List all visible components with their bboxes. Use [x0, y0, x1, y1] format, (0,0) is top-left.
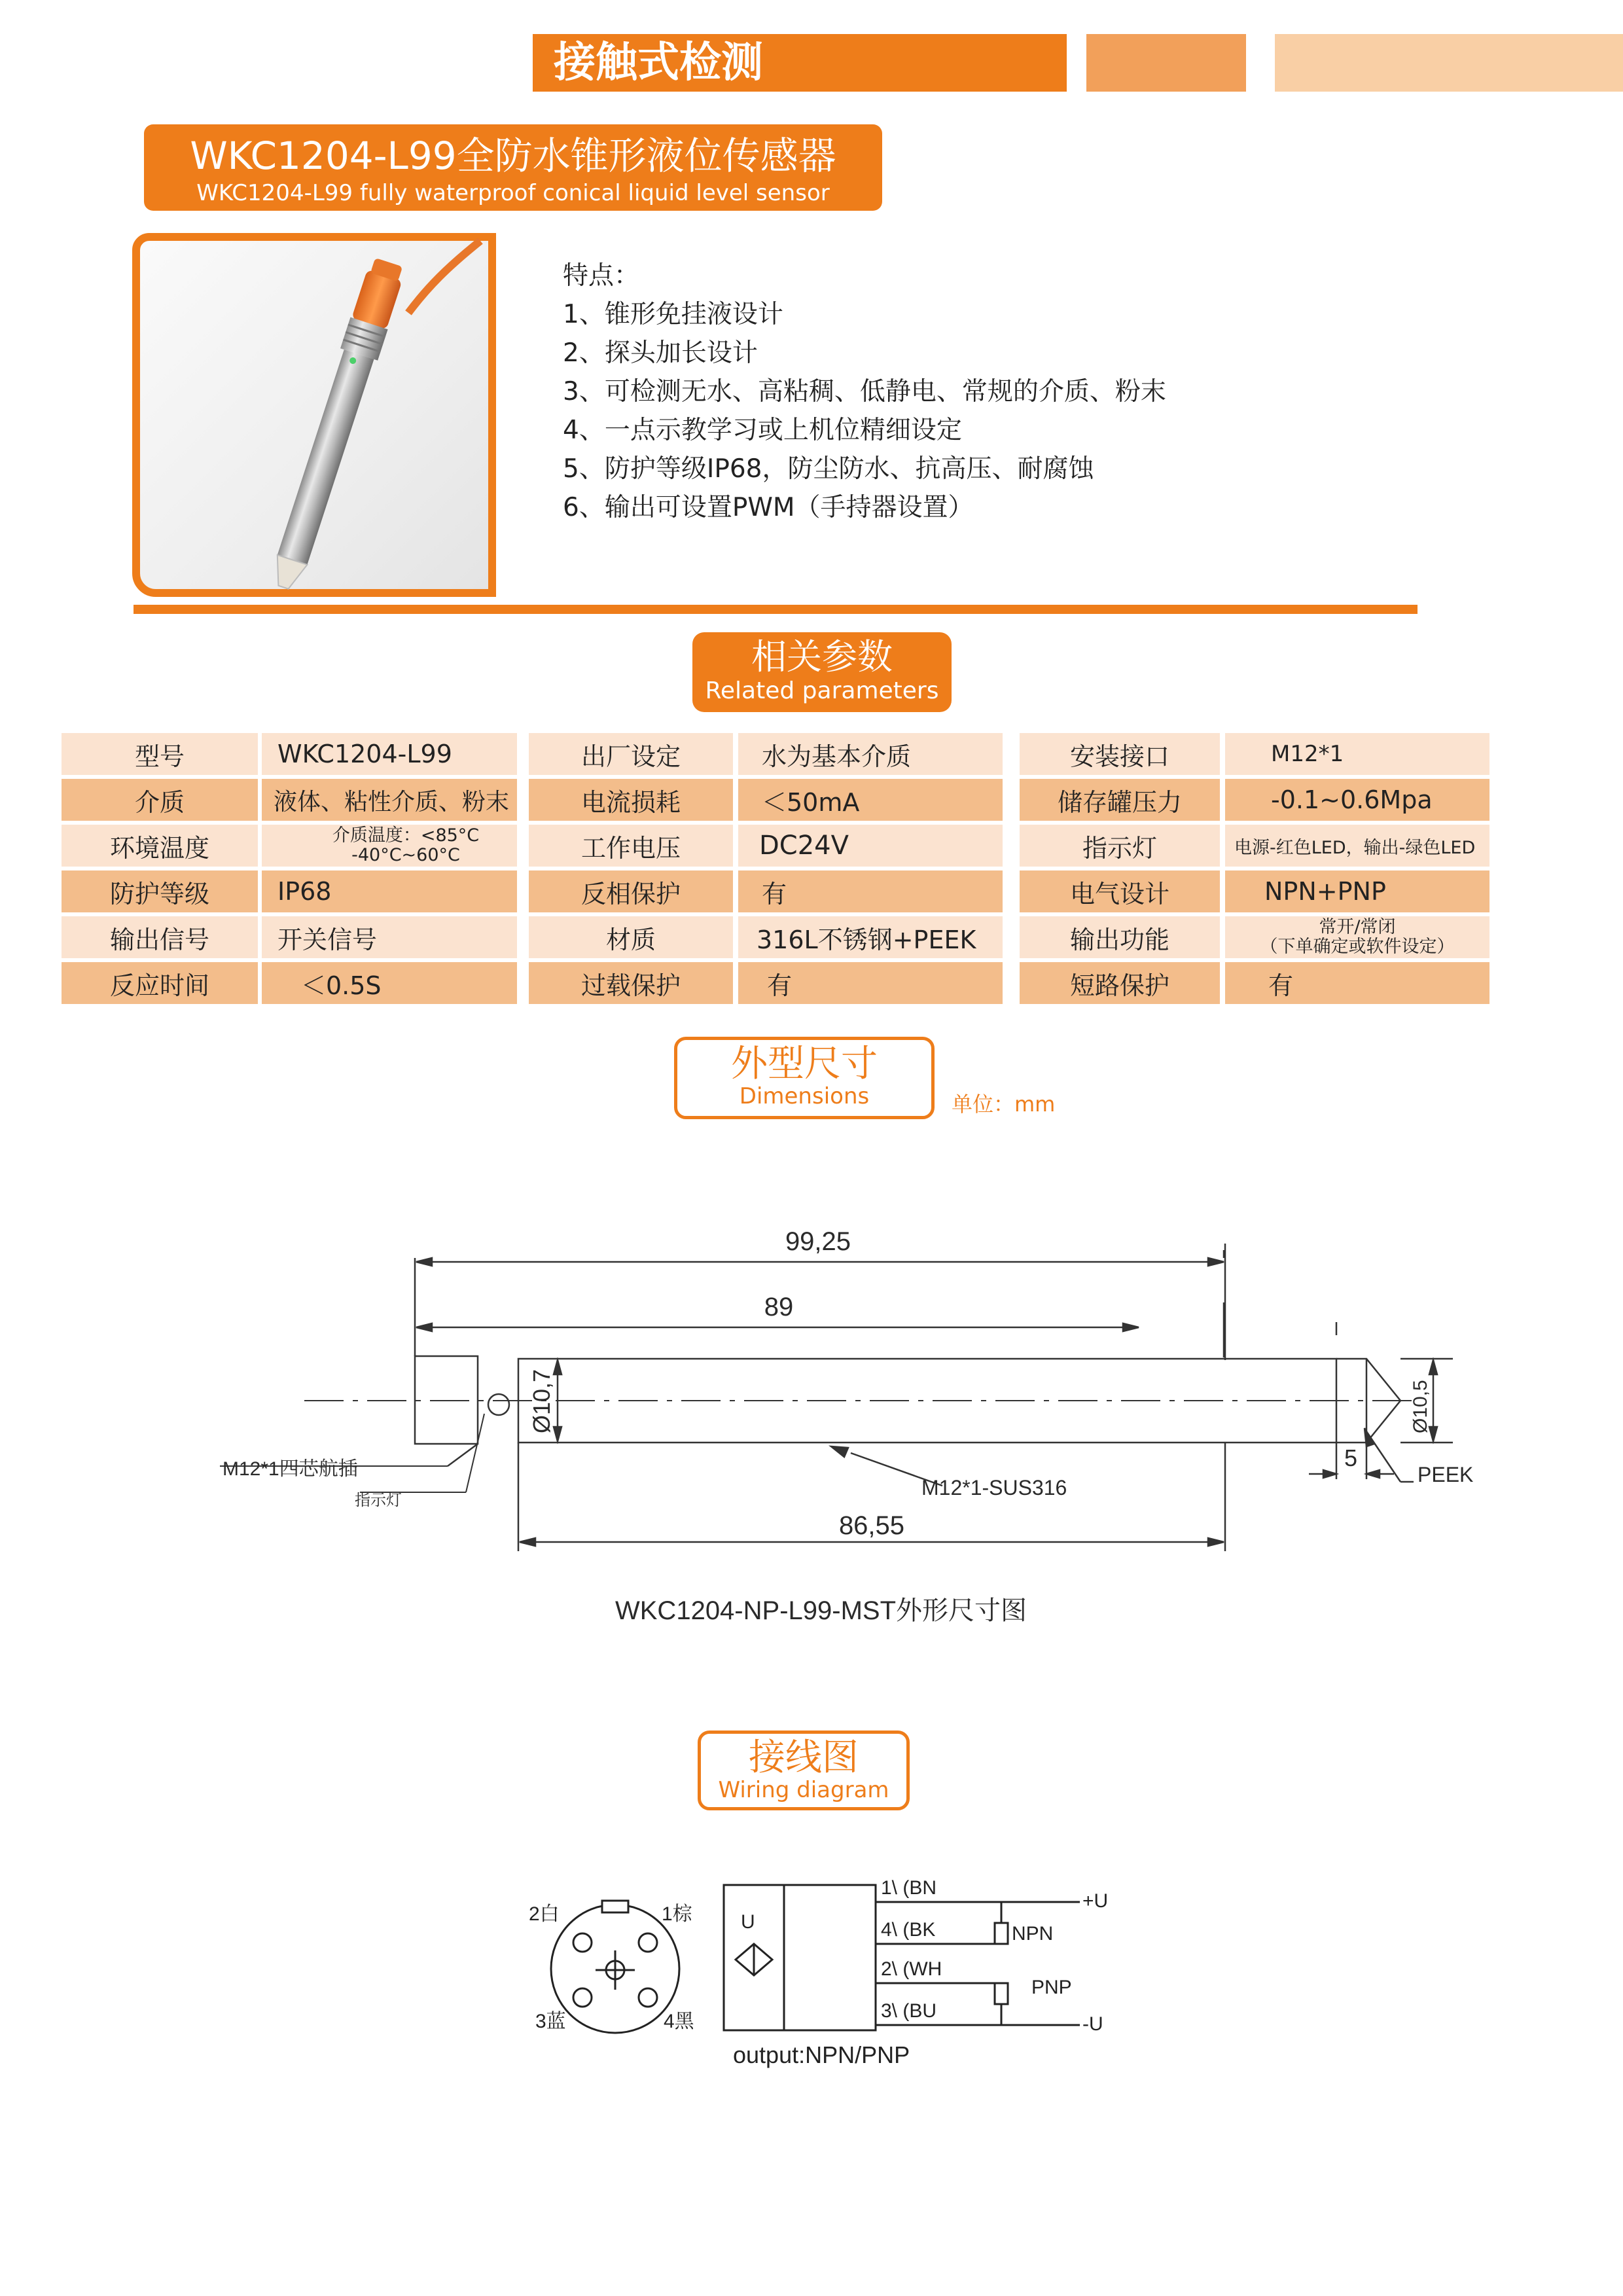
param-value: -0.1~0.6Mpa — [1225, 779, 1489, 821]
param-value: 有 — [738, 962, 1003, 1004]
param-value-output-function — [1225, 916, 1489, 958]
param-value: 有 — [738, 870, 1003, 912]
param-value: 316L不锈钢+PEEK — [738, 916, 1003, 958]
param-value: ＜50mA — [738, 779, 1003, 821]
param-label: 输出信号 — [62, 916, 258, 958]
label-connector: M12*1四芯航插 — [223, 1458, 358, 1480]
param-label: 指示灯 — [1020, 825, 1220, 867]
pnp-load-label: PNP — [1031, 1977, 1072, 1998]
wiring-title-en: Wiring diagram — [718, 1777, 889, 1803]
param-label: 出厂设定 — [529, 733, 733, 775]
param-value: 水为基本介质 — [738, 733, 1003, 775]
supply-minus-label: -U — [1082, 2013, 1103, 2035]
pin-3-label: 3蓝 — [535, 2011, 566, 2032]
drawing-caption: WKC1204-NP-L99-MST外形尺寸图 — [615, 1596, 1027, 1625]
param-label: 工作电压 — [529, 825, 733, 867]
dim-lower-length: 86,55 — [838, 1511, 905, 1540]
param-label: 安装接口 — [1020, 733, 1220, 775]
label-peek: PEEK — [1418, 1463, 1474, 1486]
product-photo-frame — [132, 233, 496, 597]
product-photo — [140, 241, 488, 589]
label-thread: M12*1-SUS316 — [921, 1476, 1067, 1499]
param-label: 介质 — [62, 779, 258, 821]
param-value: DC24V — [738, 825, 1003, 867]
dim-total-length: 99,25 — [785, 1227, 851, 1256]
supply-plus-label: +U — [1082, 1890, 1109, 1912]
param-label: 防护等级 — [62, 870, 258, 912]
param-value: ＜0.5S — [262, 962, 517, 1004]
dim-tip-length: 5 — [1344, 1444, 1358, 1471]
output-label: output:NPN/PNP — [733, 2041, 910, 2068]
dim-body-diameter: Ø10,7 — [528, 1369, 555, 1433]
param-label: 过载保护 — [529, 962, 733, 1004]
wire-label-bu: 3\ (BU — [881, 2000, 937, 2022]
param-value: 液体、粘性介质、粉末 — [262, 779, 517, 821]
unit-label: 单位：mm — [952, 1092, 1056, 1117]
param-label: 型号 — [62, 733, 258, 775]
feature-item: 2、探头加长设计 — [563, 338, 758, 368]
pin-1-label: 1棕 — [662, 1903, 692, 1925]
dimensions-heading — [674, 1037, 935, 1119]
param-label: 材质 — [529, 916, 733, 958]
section-divider — [134, 605, 1418, 614]
dim-body-length: 89 — [764, 1293, 794, 1321]
param-label: 电流损耗 — [529, 779, 733, 821]
sensor-label: U — [741, 1911, 755, 1933]
param-value: IP68 — [262, 870, 517, 912]
pin-4-label: 4黑 — [664, 2011, 694, 2032]
feature-item: 1、锥形免挂液设计 — [563, 300, 783, 329]
param-label: 输出功能 — [1020, 916, 1220, 958]
label-indicator: 指示灯 — [355, 1492, 402, 1509]
product-name-cn: WKC1204-L99全防水锥形液位传感器 — [190, 134, 836, 178]
npn-load-label: NPN — [1012, 1923, 1054, 1945]
wiring-heading — [698, 1731, 910, 1810]
feature-item: 6、输出可设置PWM（手持器设置） — [563, 493, 974, 522]
wire-label-bk: 4\ (BK — [881, 1919, 936, 1941]
product-name-en: WKC1204-L99 fully waterproof conical liquid level sensor — [196, 180, 830, 206]
param-label: 反应时间 — [62, 962, 258, 1004]
param-value-line: （下单确定或软件设定） — [1260, 937, 1455, 957]
param-value: 有 — [1225, 962, 1489, 1004]
header-decor-bar-light — [1275, 34, 1623, 92]
param-value-line: -40°C~60°C — [351, 845, 460, 865]
param-label: 反相保护 — [529, 870, 733, 912]
wire-label-bn: 1\ (BN — [881, 1877, 937, 1899]
dimensions-title-cn: 外型尺寸 — [731, 1043, 878, 1085]
param-value: 电源-红色LED，输出-绿色LED — [1225, 825, 1489, 867]
wiring-title-cn: 接线图 — [749, 1736, 859, 1779]
param-value: WKC1204-L99 — [262, 733, 517, 775]
param-value-line: 介质温度：<85°C — [332, 825, 480, 846]
param-value: M12*1 — [1225, 733, 1489, 775]
param-label: 电气设计 — [1020, 870, 1220, 912]
params-title-en: Related parameters — [705, 677, 939, 704]
feature-item: 5、防护等级IP68，防尘防水、抗高压、耐腐蚀 — [563, 454, 1094, 484]
section-header-contact-detection: 接触式检测 — [533, 34, 1067, 92]
pin-2-label: 2白 — [529, 1903, 560, 1925]
product-title-box — [144, 124, 882, 211]
param-label: 储存罐压力 — [1020, 779, 1220, 821]
params-heading — [692, 632, 952, 712]
wire-label-wh: 2\ (WH — [881, 1958, 942, 1980]
header-decor-bar — [1086, 34, 1246, 92]
dimensions-title-en: Dimensions — [739, 1083, 870, 1109]
param-value: NPN+PNP — [1225, 870, 1489, 912]
dim-tip-diameter: Ø10,5 — [1410, 1380, 1431, 1433]
param-label: 短路保护 — [1020, 962, 1220, 1004]
features-list — [563, 257, 1414, 527]
features-title: 特点： — [563, 261, 640, 291]
feature-item: 3、可检测无水、高粘稠、低静电、常规的介质、粉末 — [563, 377, 1166, 406]
dimension-drawing — [196, 1217, 1474, 1636]
params-title-cn: 相关参数 — [751, 636, 893, 677]
param-value-line: 常开/常闭 — [1319, 917, 1396, 937]
feature-item: 4、一点示教学习或上机位精细设定 — [563, 416, 962, 445]
param-value: 开关信号 — [262, 916, 517, 958]
wiring-diagram — [517, 1865, 1145, 2081]
param-label: 环境温度 — [62, 825, 258, 867]
param-value-temperature — [262, 825, 517, 867]
